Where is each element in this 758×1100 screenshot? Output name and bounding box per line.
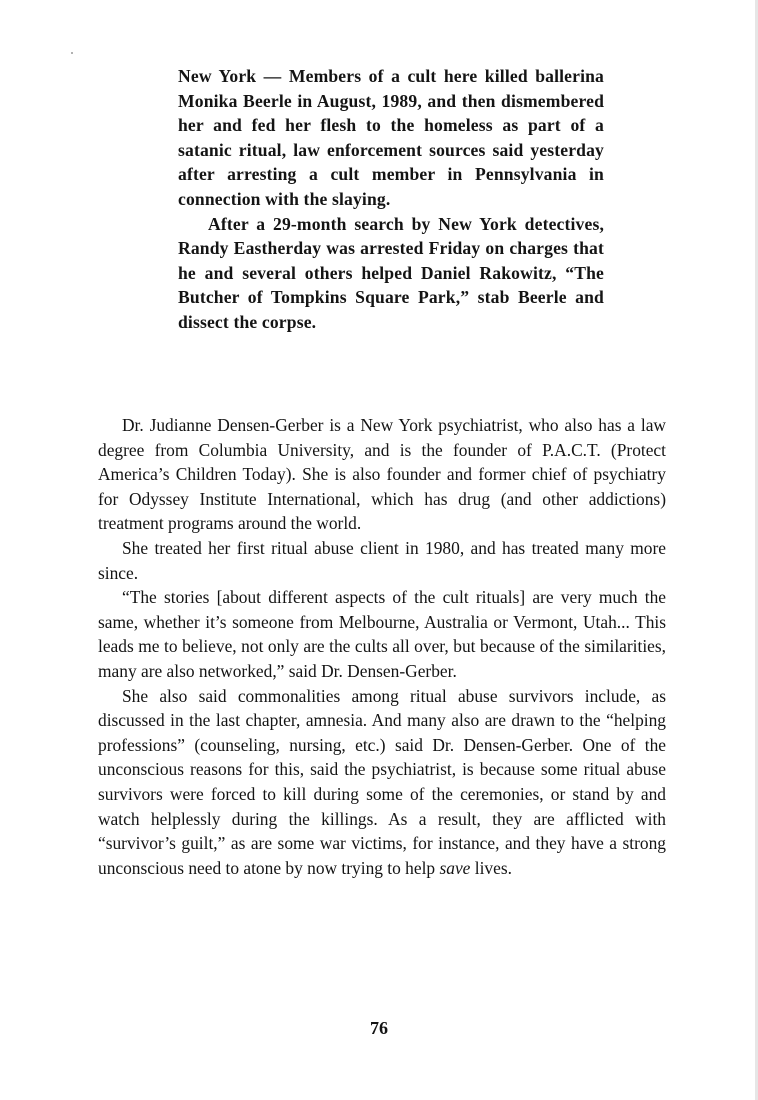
body-paragraph-3: “The stories [about different aspects of the cult rituals] are very much the same, whether it’s someone from Melbourne, Australia or Vermont, Utah... This leads me to believe, not only are the cults all over, but because of the similarities, many are also networked,” said Dr. Densen-Gerber.	[98, 587, 666, 681]
body-paragraph-2: She treated her first ritual abuse client in 1980, and has treated many more since.	[98, 537, 666, 583]
newspaper-quote-block	[178, 64, 604, 335]
body-paragraph-1: Dr. Judianne Densen-Gerber is a New York psychiatrist, who also has a law degree from Columbia University, and is the founder of P.A.C.T. (Protect America’s Children Today). She is also founder and former chief of psychiatry for Odyssey Institute International, which has drug (and other addictions) treatment programs around the world.	[98, 415, 666, 534]
page-number: 76	[370, 1018, 388, 1038]
body-text	[98, 413, 666, 880]
body-paragraph-4	[98, 684, 666, 881]
body-paragraph-4-end: lives.	[470, 857, 512, 878]
emphasized-word: save	[439, 857, 471, 878]
quote-paragraph-1: New York — Members of a cult here killed ballerina Monika Beerle in August, 1989, and then dismembered her and fed her flesh to the homeless as part of a satanic ritual, law enforcement sources said yesterday after arresting a cult member in Pennsylvania in connection with the slaying.	[178, 66, 604, 209]
scan-speck	[71, 52, 73, 54]
body-paragraph-4-text: She also said commonalities among ritual abuse survivors include, as discussed in the last chapter, amnesia. And many also are drawn to the “helping professions” (counseling, nursing, etc.) said Dr. Densen-Gerber. One of the unconscious reasons for this, said the psychiatrist, is because some ritual abuse survivors were forced to kill during some of the ceremonies, or stand by and watch helplessly during the killings. As a result, they are afflicted with “survivor’s guilt,” as are some war victims, for instance, and they have a strong unconscious need to atone by now trying to help	[98, 685, 666, 878]
quote-paragraph-2: After a 29-month search by New York detectives, Randy Eastherday was arrested Friday on charges that he and several others helped Daniel Rakowitz, “The Butcher of Tompkins Square Park,” stab Beerle and dissect the corpse.	[178, 213, 604, 332]
